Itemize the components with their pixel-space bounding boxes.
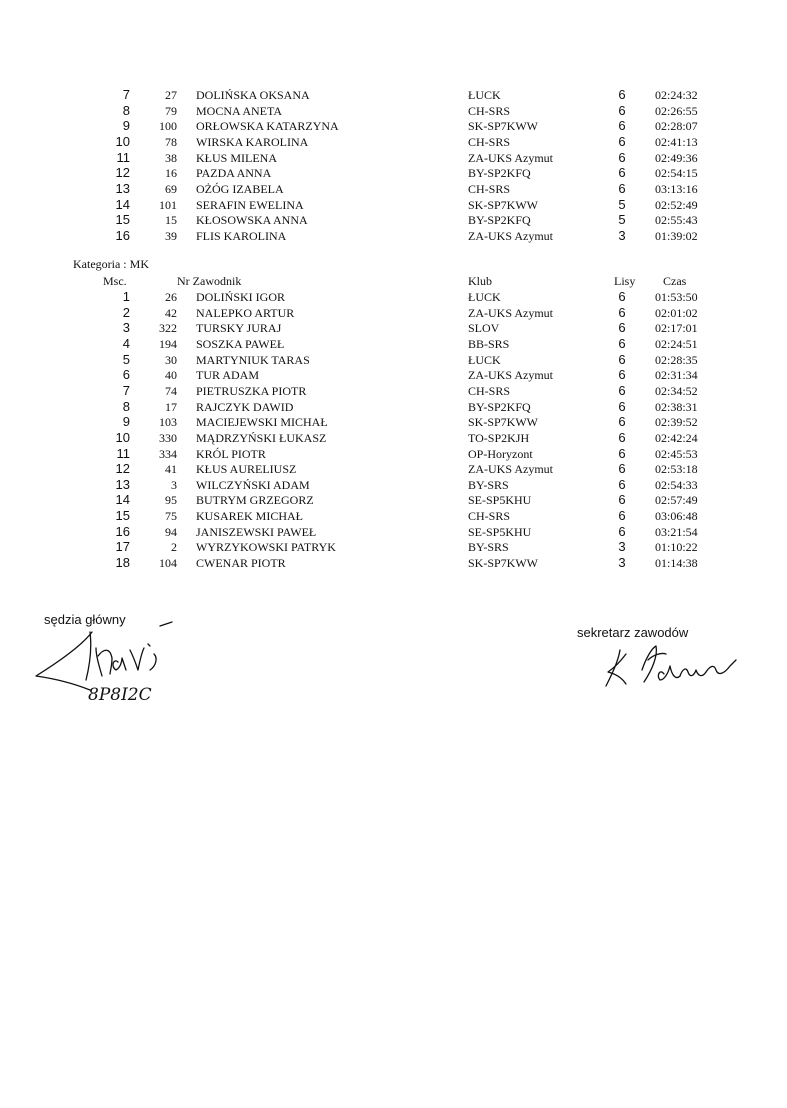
competitor-name-cell: WIRSKA KAROLINA — [196, 134, 309, 149]
time-cell: 02:45:53 — [655, 446, 698, 461]
start-number-cell: 3 — [171, 477, 177, 492]
header-club: Klub — [468, 274, 492, 288]
club-cell: BB-SRS — [468, 336, 510, 351]
time-cell: 03:06:48 — [655, 509, 698, 524]
start-number-cell: 39 — [165, 228, 177, 243]
foxes-count-cell: 6 — [618, 492, 626, 508]
foxes-count-cell: 6 — [618, 289, 626, 304]
start-number-cell: 74 — [165, 383, 177, 398]
start-number-cell: 75 — [165, 509, 177, 524]
club-cell: OP-Horyzont — [468, 446, 533, 461]
club-cell: ZA-UKS Azymut — [468, 462, 553, 477]
competitor-name-cell: FLIS KAROLINA — [196, 228, 287, 243]
foxes-count-cell: 6 — [618, 508, 626, 524]
club-cell: CH-SRS — [468, 181, 511, 196]
foxes-count-cell: 6 — [618, 335, 626, 351]
time-cell: 02:31:34 — [655, 368, 698, 383]
table-row — [0, 367, 787, 383]
time-cell: 02:42:24 — [655, 430, 698, 445]
start-number-cell: 15 — [165, 213, 177, 228]
club-cell: BY-SRS — [468, 477, 509, 492]
start-number-cell: 38 — [165, 150, 177, 165]
header-place: Msc. — [103, 274, 127, 288]
place-cell: 7 — [122, 382, 130, 398]
table-row — [0, 289, 787, 305]
time-cell: 02:52:49 — [655, 197, 698, 212]
chief-judge-signature — [30, 618, 200, 708]
club-cell: BY-SP2KFQ — [468, 166, 531, 181]
header-number-competitor: Nr Zawodnik — [177, 274, 242, 288]
start-number-cell: 17 — [165, 399, 177, 414]
club-cell: SK-SP7KWW — [468, 556, 539, 571]
start-number-cell: 2 — [171, 540, 177, 555]
time-cell: 02:28:07 — [655, 119, 698, 134]
header-foxes: Lisy — [614, 274, 636, 288]
time-cell: 02:34:52 — [655, 383, 698, 398]
competitor-name-cell: SOSZKA PAWEŁ — [196, 336, 285, 351]
table-row — [0, 352, 787, 368]
club-cell: ŁUCK — [468, 290, 501, 304]
place-cell: 12 — [115, 461, 130, 477]
table-row — [0, 305, 787, 321]
competitor-name-cell: NALEPKO ARTUR — [196, 305, 295, 320]
competitor-name-cell: MARTYNIUK TARAS — [196, 352, 310, 367]
foxes-count-cell: 6 — [618, 102, 626, 118]
start-number-cell: 30 — [165, 352, 177, 367]
competitor-name-cell: MACIEJEWSKI MICHAŁ — [196, 415, 328, 430]
start-number-cell: 103 — [159, 415, 177, 430]
place-cell: 5 — [122, 351, 130, 367]
table-row — [0, 508, 787, 524]
chief-judge-label: sędzia główny — [44, 612, 126, 627]
place-cell: 9 — [122, 118, 130, 134]
time-cell: 02:54:33 — [655, 477, 698, 492]
club-cell: CH-SRS — [468, 103, 511, 118]
foxes-count-cell: 3 — [618, 539, 626, 555]
competitor-name-cell: MĄDRZYŃSKI ŁUKASZ — [196, 430, 327, 445]
competitor-name-cell: KŁOSOWSKA ANNA — [196, 213, 308, 228]
time-cell: 02:01:02 — [655, 305, 698, 320]
judge-handwritten-id: 8P8I2C — [88, 685, 152, 705]
time-cell: 02:54:15 — [655, 166, 698, 181]
place-cell: 8 — [122, 398, 130, 414]
competitor-name-cell: KŁUS AURELIUSZ — [196, 462, 297, 477]
foxes-count-cell: 6 — [618, 461, 626, 477]
foxes-count-cell: 6 — [618, 382, 626, 398]
time-cell: 02:24:32 — [655, 88, 698, 102]
club-cell: SLOV — [468, 321, 500, 336]
club-cell: CH-SRS — [468, 383, 511, 398]
table-row — [0, 165, 787, 181]
start-number-cell: 94 — [165, 524, 177, 539]
time-cell: 03:21:54 — [655, 524, 698, 539]
foxes-count-cell: 6 — [618, 165, 626, 181]
club-cell: SK-SP7KWW — [468, 119, 539, 134]
club-cell: ZA-UKS Azymut — [468, 305, 553, 320]
competitor-name-cell: PAZDA ANNA — [196, 166, 272, 181]
place-cell: 10 — [115, 429, 130, 445]
table-row — [0, 430, 787, 446]
club-cell: CH-SRS — [468, 134, 511, 149]
competitor-name-cell: WILCZYŃSKI ADAM — [196, 477, 310, 492]
table-row — [0, 103, 787, 119]
place-cell: 17 — [115, 539, 130, 555]
time-cell: 02:24:51 — [655, 336, 698, 351]
foxes-count-cell: 5 — [618, 212, 626, 228]
foxes-count-cell: 6 — [618, 118, 626, 134]
club-cell: SE-SP5KHU — [468, 524, 532, 539]
club-cell: TO-SP2KJH — [468, 430, 530, 445]
start-number-cell: 104 — [159, 556, 177, 571]
time-cell: 03:13:16 — [655, 181, 698, 196]
category-label: Kategoria : MK — [73, 257, 149, 271]
time-cell: 02:49:36 — [655, 150, 698, 165]
competitor-name-cell: CWENAR PIOTR — [196, 556, 286, 571]
header-time: Czas — [663, 274, 687, 288]
table-row — [0, 212, 787, 228]
competitor-name-cell: JANISZEWSKI PAWEŁ — [196, 524, 317, 539]
club-cell: CH-SRS — [468, 509, 511, 524]
place-cell: 12 — [115, 165, 130, 181]
table-row — [0, 320, 787, 336]
start-number-cell: 330 — [159, 430, 177, 445]
foxes-count-cell: 6 — [618, 476, 626, 492]
table-row — [0, 477, 787, 493]
club-cell: BY-SP2KFQ — [468, 213, 531, 228]
start-number-cell: 27 — [165, 88, 177, 102]
time-cell: 02:17:01 — [655, 321, 698, 336]
place-cell: 4 — [122, 335, 130, 351]
time-cell: 02:28:35 — [655, 352, 698, 367]
club-cell: BY-SP2KFQ — [468, 399, 531, 414]
start-number-cell: 322 — [159, 321, 177, 336]
foxes-count-cell: 6 — [618, 180, 626, 196]
place-cell: 13 — [115, 180, 130, 196]
time-cell: 02:55:43 — [655, 213, 698, 228]
start-number-cell: 69 — [165, 181, 177, 196]
competitor-name-cell: BUTRYM GRZEGORZ — [196, 493, 314, 508]
competitor-name-cell: DOLIŃSKI IGOR — [196, 290, 285, 304]
competitor-name-cell: TUR ADAM — [196, 368, 260, 383]
competitor-name-cell: TURSKY JURAJ — [196, 321, 282, 336]
place-cell: 14 — [115, 196, 130, 212]
place-cell: 11 — [116, 149, 130, 165]
competitor-name-cell: SERAFIN EWELINA — [196, 197, 304, 212]
place-cell: 2 — [122, 304, 130, 320]
table-row — [0, 134, 787, 150]
club-cell: SK-SP7KWW — [468, 197, 539, 212]
start-number-cell: 100 — [159, 119, 177, 134]
table-row — [0, 197, 787, 213]
club-cell: ZA-UKS Azymut — [468, 368, 553, 383]
start-number-cell: 95 — [165, 493, 177, 508]
foxes-count-cell: 6 — [618, 429, 626, 445]
start-number-cell: 78 — [165, 134, 177, 149]
place-cell: 15 — [115, 212, 130, 228]
foxes-count-cell: 3 — [618, 555, 626, 571]
foxes-count-cell: 6 — [618, 304, 626, 320]
foxes-count-cell: 6 — [618, 133, 626, 149]
competitor-name-cell: KUSAREK MICHAŁ — [196, 509, 304, 524]
foxes-count-cell: 5 — [618, 196, 626, 212]
foxes-count-cell: 6 — [618, 523, 626, 539]
competitor-name-cell: OŻÓG IZABELA — [196, 181, 284, 196]
table-header-row — [0, 273, 787, 289]
table-row — [0, 414, 787, 430]
place-cell: 1 — [122, 289, 130, 304]
competitor-name-cell: DOLIŃSKA OKSANA — [196, 88, 310, 102]
foxes-count-cell: 6 — [618, 320, 626, 336]
table-row — [0, 181, 787, 197]
start-number-cell: 40 — [165, 368, 177, 383]
secretary-label: sekretarz zawodów — [577, 625, 689, 640]
foxes-count-cell: 6 — [618, 445, 626, 461]
table-row — [0, 150, 787, 166]
club-cell: ZA-UKS Azymut — [468, 228, 553, 243]
competitor-name-cell: PIETRUSZKA PIOTR — [196, 383, 307, 398]
table-row — [0, 118, 787, 134]
club-cell: SE-SP5KHU — [468, 493, 532, 508]
start-number-cell: 41 — [165, 462, 177, 477]
time-cell: 02:39:52 — [655, 415, 698, 430]
competitor-name-cell: KŁUS MILENA — [196, 150, 277, 165]
start-number-cell: 194 — [159, 336, 177, 351]
table-row — [0, 446, 787, 462]
table-row — [0, 492, 787, 508]
club-cell: BY-SRS — [468, 540, 509, 555]
club-cell: SK-SP7KWW — [468, 415, 539, 430]
competitor-name-cell: WYRZYKOWSKI PATRYK — [196, 540, 336, 555]
time-cell: 02:38:31 — [655, 399, 698, 414]
competitor-name-cell: KRÓL PIOTR — [196, 446, 266, 461]
place-cell: 14 — [115, 492, 130, 508]
foxes-count-cell: 6 — [618, 414, 626, 430]
place-cell: 3 — [122, 320, 130, 336]
secretary-signature — [590, 636, 750, 696]
place-cell: 15 — [115, 508, 130, 524]
table-row — [0, 399, 787, 415]
time-cell: 02:57:49 — [655, 493, 698, 508]
place-cell: 9 — [122, 414, 130, 430]
time-cell: 01:10:22 — [655, 540, 698, 555]
club-cell: ŁUCK — [468, 352, 501, 367]
time-cell: 02:26:55 — [655, 103, 698, 118]
place-cell: 6 — [122, 367, 130, 383]
place-cell: 7 — [122, 87, 130, 102]
place-cell: 11 — [116, 445, 130, 461]
competitor-name-cell: ORŁOWSKA KATARZYNA — [196, 119, 339, 134]
table-row — [0, 383, 787, 399]
table-row — [0, 539, 787, 555]
place-cell: 8 — [122, 102, 130, 118]
foxes-count-cell: 3 — [618, 227, 626, 243]
start-number-cell: 16 — [165, 166, 177, 181]
start-number-cell: 334 — [159, 446, 177, 461]
club-cell: ZA-UKS Azymut — [468, 150, 553, 165]
start-number-cell: 79 — [165, 103, 177, 118]
table-row — [0, 228, 787, 244]
place-cell: 13 — [115, 476, 130, 492]
club-cell: ŁUCK — [468, 88, 501, 102]
time-cell: 01:39:02 — [655, 228, 698, 243]
foxes-count-cell: 6 — [618, 87, 626, 102]
foxes-count-cell: 6 — [618, 149, 626, 165]
table-row — [0, 336, 787, 352]
place-cell: 10 — [115, 133, 130, 149]
table-row — [0, 524, 787, 540]
foxes-count-cell: 6 — [618, 367, 626, 383]
foxes-count-cell: 6 — [618, 351, 626, 367]
table-row — [0, 87, 787, 103]
start-number-cell: 101 — [159, 197, 177, 212]
time-cell: 02:53:18 — [655, 462, 698, 477]
place-cell: 16 — [115, 227, 130, 243]
place-cell: 16 — [115, 523, 130, 539]
foxes-count-cell: 6 — [618, 398, 626, 414]
table-row — [0, 555, 787, 571]
competitor-name-cell: RAJCZYK DAWID — [196, 399, 294, 414]
time-cell: 01:14:38 — [655, 556, 698, 571]
time-cell: 01:53:50 — [655, 290, 698, 304]
table-row — [0, 461, 787, 477]
start-number-cell: 42 — [165, 305, 177, 320]
competitor-name-cell: MOCNA ANETA — [196, 103, 283, 118]
time-cell: 02:41:13 — [655, 134, 698, 149]
start-number-cell: 26 — [165, 290, 177, 304]
place-cell: 18 — [115, 555, 130, 571]
